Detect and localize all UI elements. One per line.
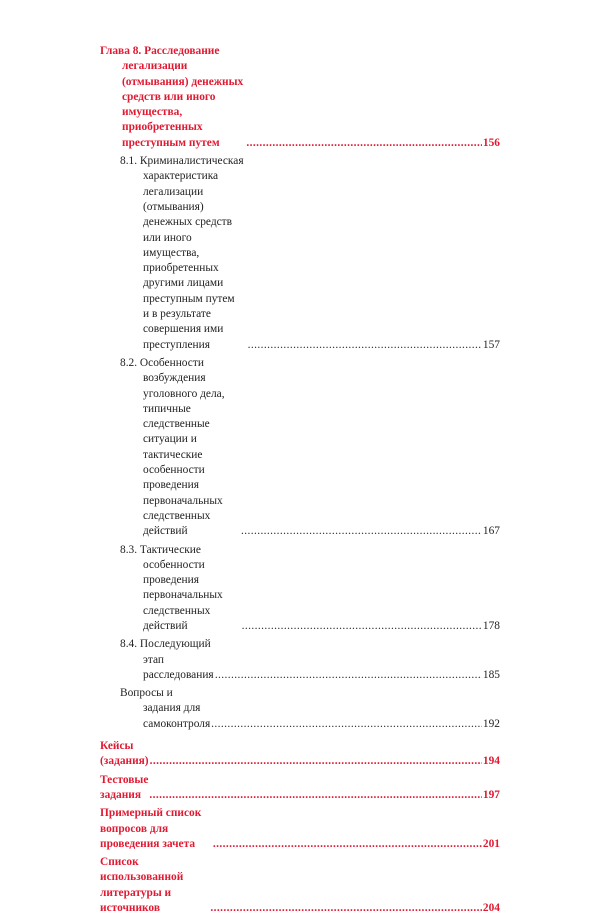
toc-references[interactable] — [100, 855, 500, 916]
dot-leader — [210, 901, 482, 916]
dot-leader — [149, 788, 482, 803]
toc-section-8-3[interactable] — [120, 543, 500, 635]
toc-page-number: 167 — [482, 525, 500, 538]
toc-tests[interactable] — [100, 773, 500, 804]
toc-entry-title: Кейсы (задания) — [100, 740, 149, 768]
toc-page-number: 185 — [482, 668, 500, 681]
toc-chapter-8[interactable] — [100, 44, 500, 151]
dot-leader — [248, 338, 482, 353]
toc-page-number: 192 — [482, 717, 500, 730]
dot-leader — [215, 668, 482, 683]
dot-leader — [213, 837, 482, 852]
toc-entry-title: Глава 8. Расследование легализации (отмывания) денежных средств или иного имущества, приобретенных преступным путем — [100, 45, 244, 149]
toc-page-number: 178 — [482, 619, 500, 632]
toc-entry-title: Тестовые задания — [100, 773, 149, 801]
toc-cases[interactable] — [100, 739, 500, 770]
toc-entry-title: 8.1. Криминалистическая характеристика легализации (отмывания) денежных средств или иного имущества, приобретенных другими лицами преступным путем и в результате совершения ими преступления — [120, 155, 244, 351]
dot-leader — [242, 619, 482, 634]
toc-page-number: 157 — [482, 338, 500, 351]
dot-leader — [211, 717, 482, 732]
toc-page-number: 156 — [482, 136, 500, 149]
dot-leader — [150, 754, 482, 769]
toc-section-questions[interactable] — [120, 686, 500, 732]
toc-page-number: 194 — [482, 755, 500, 768]
toc-page-number: 204 — [482, 902, 500, 915]
toc-section-8-4[interactable] — [120, 637, 500, 683]
table-of-contents — [100, 44, 500, 916]
toc-entry-title: 8.2. Особенности возбуждения уголовного дела, типичные следственные ситуации и тактические особенности проведения первоначальных следственных действий — [120, 356, 225, 538]
dot-leader — [246, 136, 482, 151]
toc-entry-title: Вопросы и задания для самоконтроля — [120, 687, 211, 730]
toc-entry-title: Список использованной литературы и источников — [100, 856, 184, 915]
toc-section-8-2[interactable] — [120, 356, 500, 540]
toc-entry-title: Примерный список вопросов для проведения зачета — [100, 807, 202, 850]
dot-leader — [241, 524, 482, 539]
toc-entry-title: 8.3. Тактические особенности проведения первоначальных следственных действий — [120, 543, 223, 632]
toc-exam-questions[interactable] — [100, 806, 500, 852]
toc-page-number: 197 — [482, 788, 500, 801]
toc-section-8-1[interactable] — [120, 154, 500, 353]
toc-entry-title: 8.4. Последующий этап расследования — [120, 638, 214, 681]
toc-page-number: 201 — [482, 837, 500, 850]
